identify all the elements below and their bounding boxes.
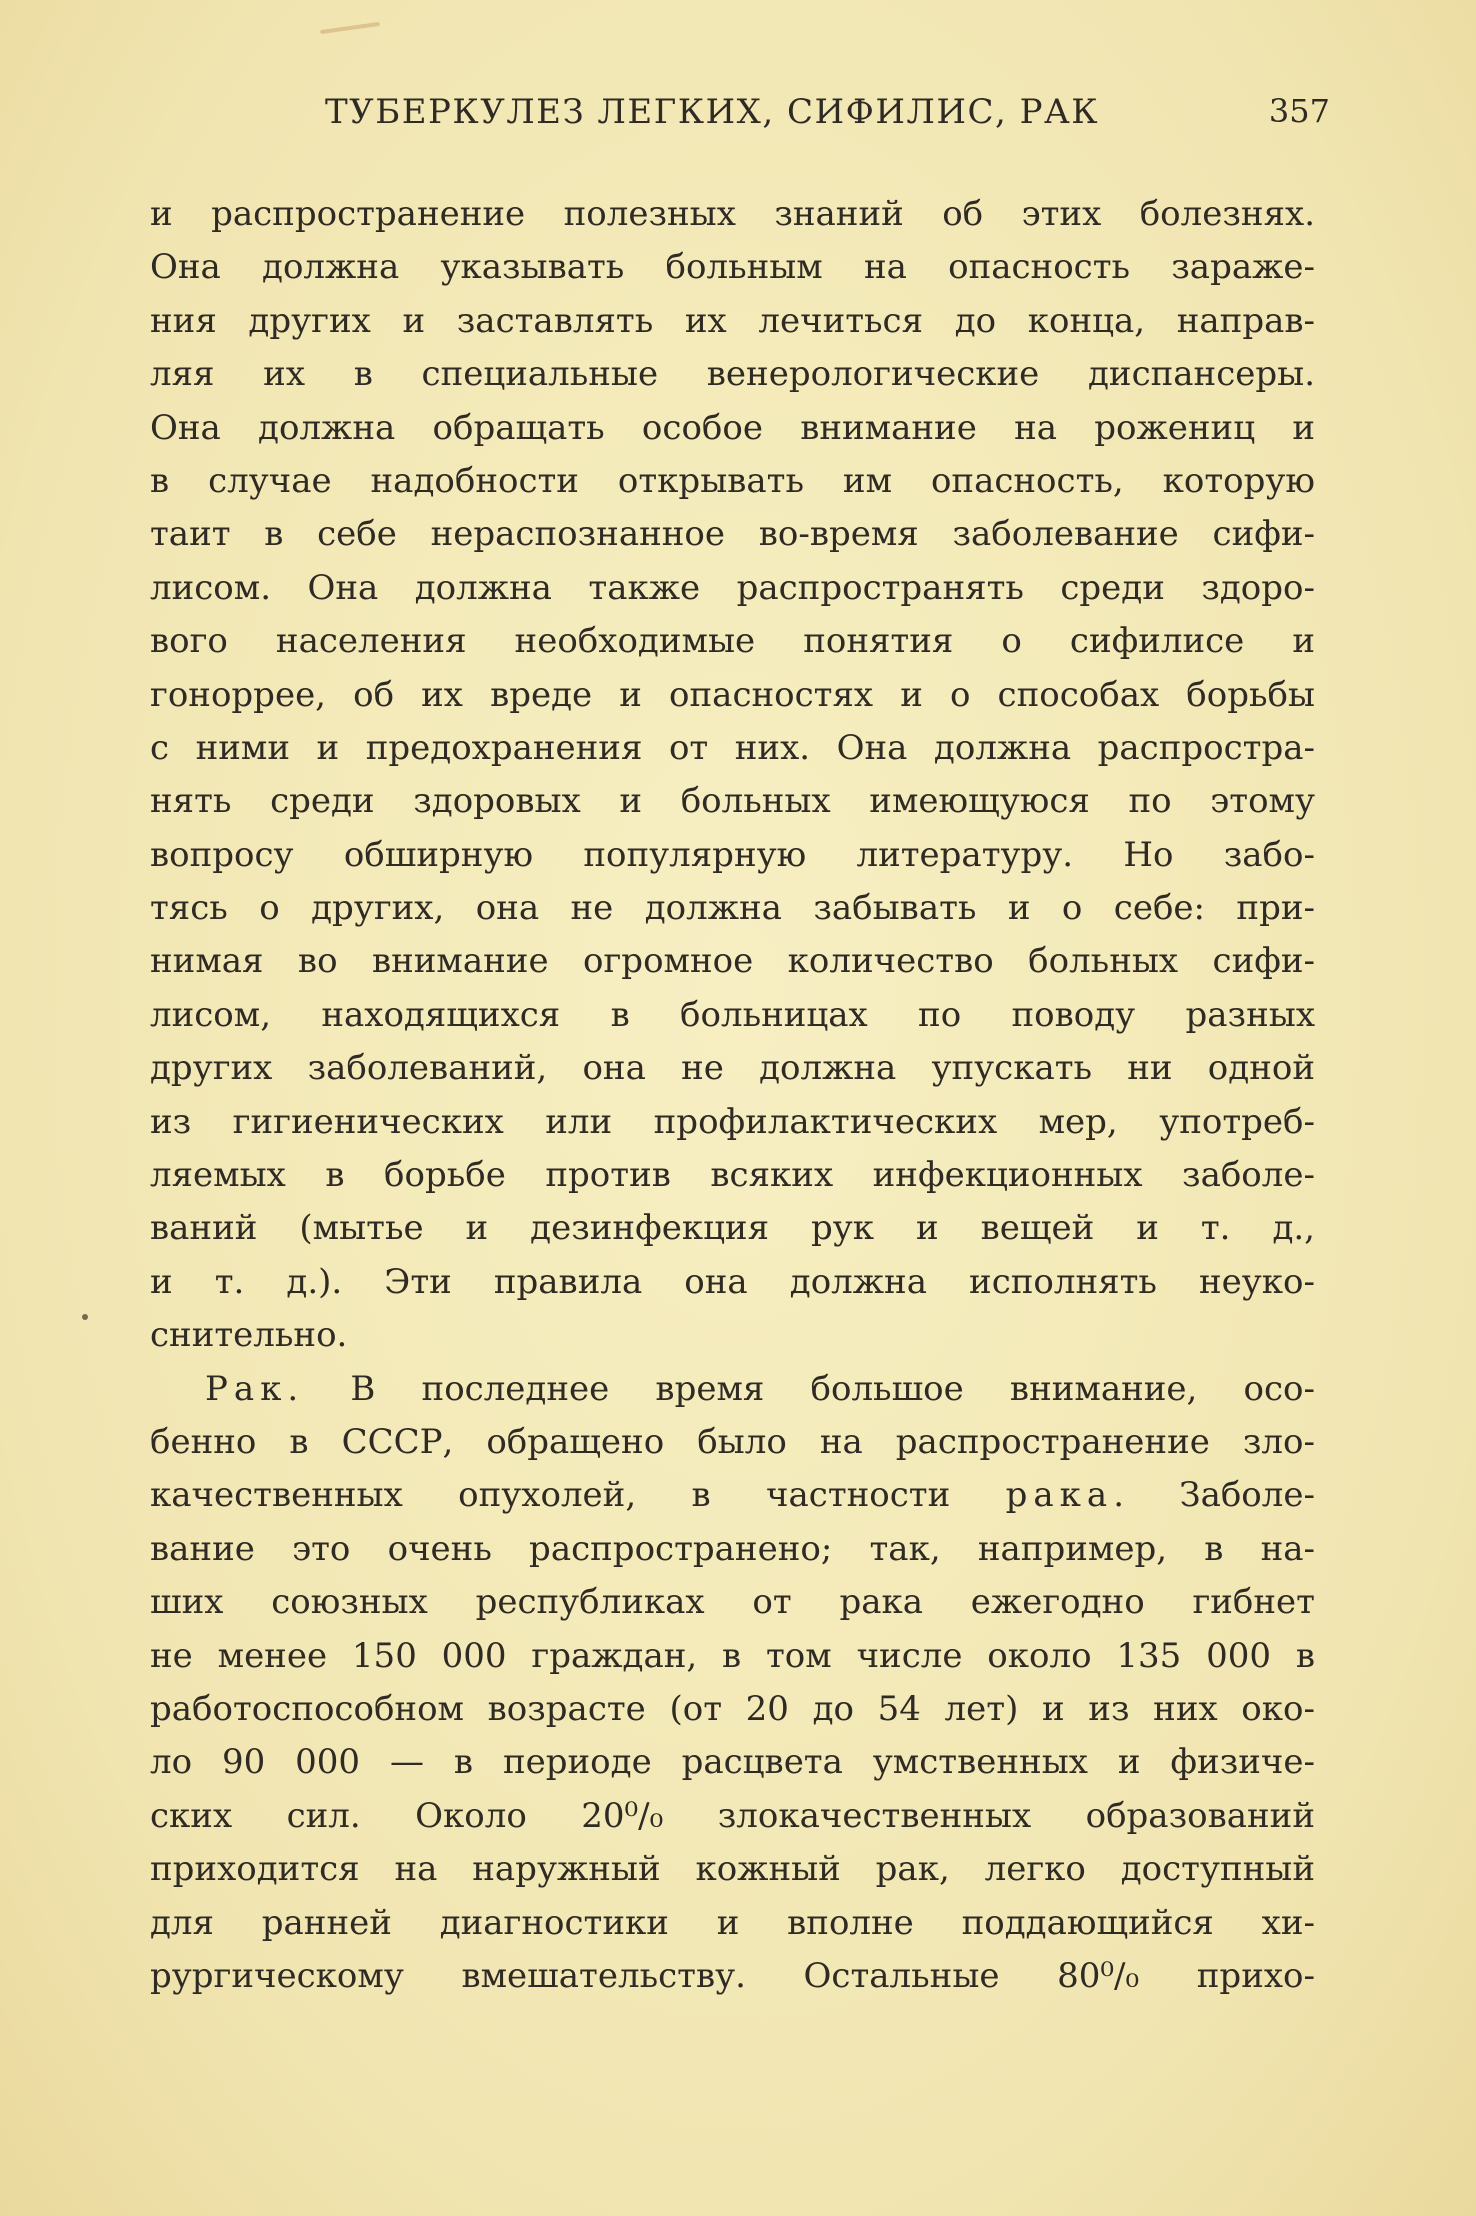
text-line: лисом, находящихся в больницах по поводу разных — [150, 994, 1315, 1035]
text-line: ляя их в специальные венерологические диспансеры. — [150, 354, 1315, 395]
section-term: Рак. — [205, 1368, 305, 1409]
text-line: тясь о других, она не должна забывать и о себе: при- — [150, 888, 1315, 929]
text-line: с ними и предохранения от них. Она должна распростра- — [150, 727, 1315, 768]
text-line: снительно. — [150, 1315, 348, 1356]
page-number: 357 — [1268, 92, 1330, 130]
text-line: Она должна указывать больным на опасность зараже- — [150, 247, 1315, 288]
text-line: для ранней диагностики и вполне поддающийся хи- — [150, 1902, 1315, 1943]
emphasized-term: рака — [1005, 1475, 1114, 1516]
text-line: ния других и заставлять их лечиться до конца, направ- — [150, 300, 1315, 341]
text-line: ляемых в борьбе против всяких инфекционных заболе- — [150, 1155, 1315, 1196]
text-line: бенно в СССР, обращено было на распространение зло- — [150, 1421, 1315, 1462]
paragraph-start-line — [150, 1363, 1315, 1416]
text-line: рургическому вмешательству. Остальные 80⁰/₀ прихо- — [150, 1955, 1315, 1996]
text-line: приходится на наружный кожный рак, легко доступный — [150, 1849, 1315, 1890]
body-text — [150, 188, 1315, 2003]
running-title: ТУБЕРКУЛЕЗ ЛЕГКИХ, СИФИЛИС, РАК — [325, 92, 1100, 132]
text-line: гоноррее, об их вреде и опасностях и о способах борьбы — [150, 674, 1315, 715]
text-line: работоспособном возрасте (от 20 до 54 лет) и из них око- — [150, 1688, 1315, 1729]
text-line: Она должна обращать особое внимание на рожениц и — [150, 407, 1315, 448]
text-line: в случае надобности открывать им опасность, которую — [150, 460, 1315, 501]
text-line: лисом. Она должна также распространять среди здоро- — [150, 567, 1315, 608]
text-line: вание это очень распространено; так, например, в на- — [150, 1528, 1315, 1569]
text-line: других заболеваний, она не должна упускать ни одной — [150, 1048, 1315, 1089]
text-line: ло 90 000 — в периоде расцвета умственных и физиче- — [150, 1742, 1315, 1783]
text-line: нять среди здоровых и больных имеющуюся по этому — [150, 781, 1315, 822]
text-line: из гигиенических или профилактических мер, употреб- — [150, 1101, 1315, 1142]
text-fragment: В последнее время большое внимание, осо- — [304, 1368, 1315, 1409]
text-line: вого населения необходимые понятия о сифилисе и — [150, 621, 1315, 662]
text-line: вопросу обширную популярную литературу. Но забо- — [150, 834, 1315, 875]
text-line: ших союзных республиках от рака ежегодно гибнет — [150, 1582, 1315, 1623]
text-line: и распространение полезных знаний об этих болезнях. — [150, 194, 1315, 234]
page-smudge — [320, 22, 380, 34]
text-line: нимая во внимание огромное количество больных сифи- — [150, 941, 1315, 982]
running-header — [150, 92, 1330, 144]
text-line: ваний (мытье и дезинфекция рук и вещей и т. д., — [150, 1208, 1315, 1249]
text-line — [150, 1469, 1315, 1522]
text-line: таит в себе нераспознанное во-время заболевание сифи- — [150, 514, 1315, 555]
ink-spot — [82, 1314, 88, 1320]
text-line: и т. д.). Эти правила она должна исполнять неуко- — [150, 1261, 1315, 1302]
text-fragment: . Заболе- — [1113, 1475, 1315, 1516]
text-fragment: качественных опухолей, в частности — [150, 1475, 1006, 1516]
text-line: не менее 150 000 граждан, в том числе около 135 000 в — [150, 1635, 1315, 1676]
text-line: ских сил. Около 20⁰/₀ злокачественных образований — [150, 1795, 1315, 1836]
